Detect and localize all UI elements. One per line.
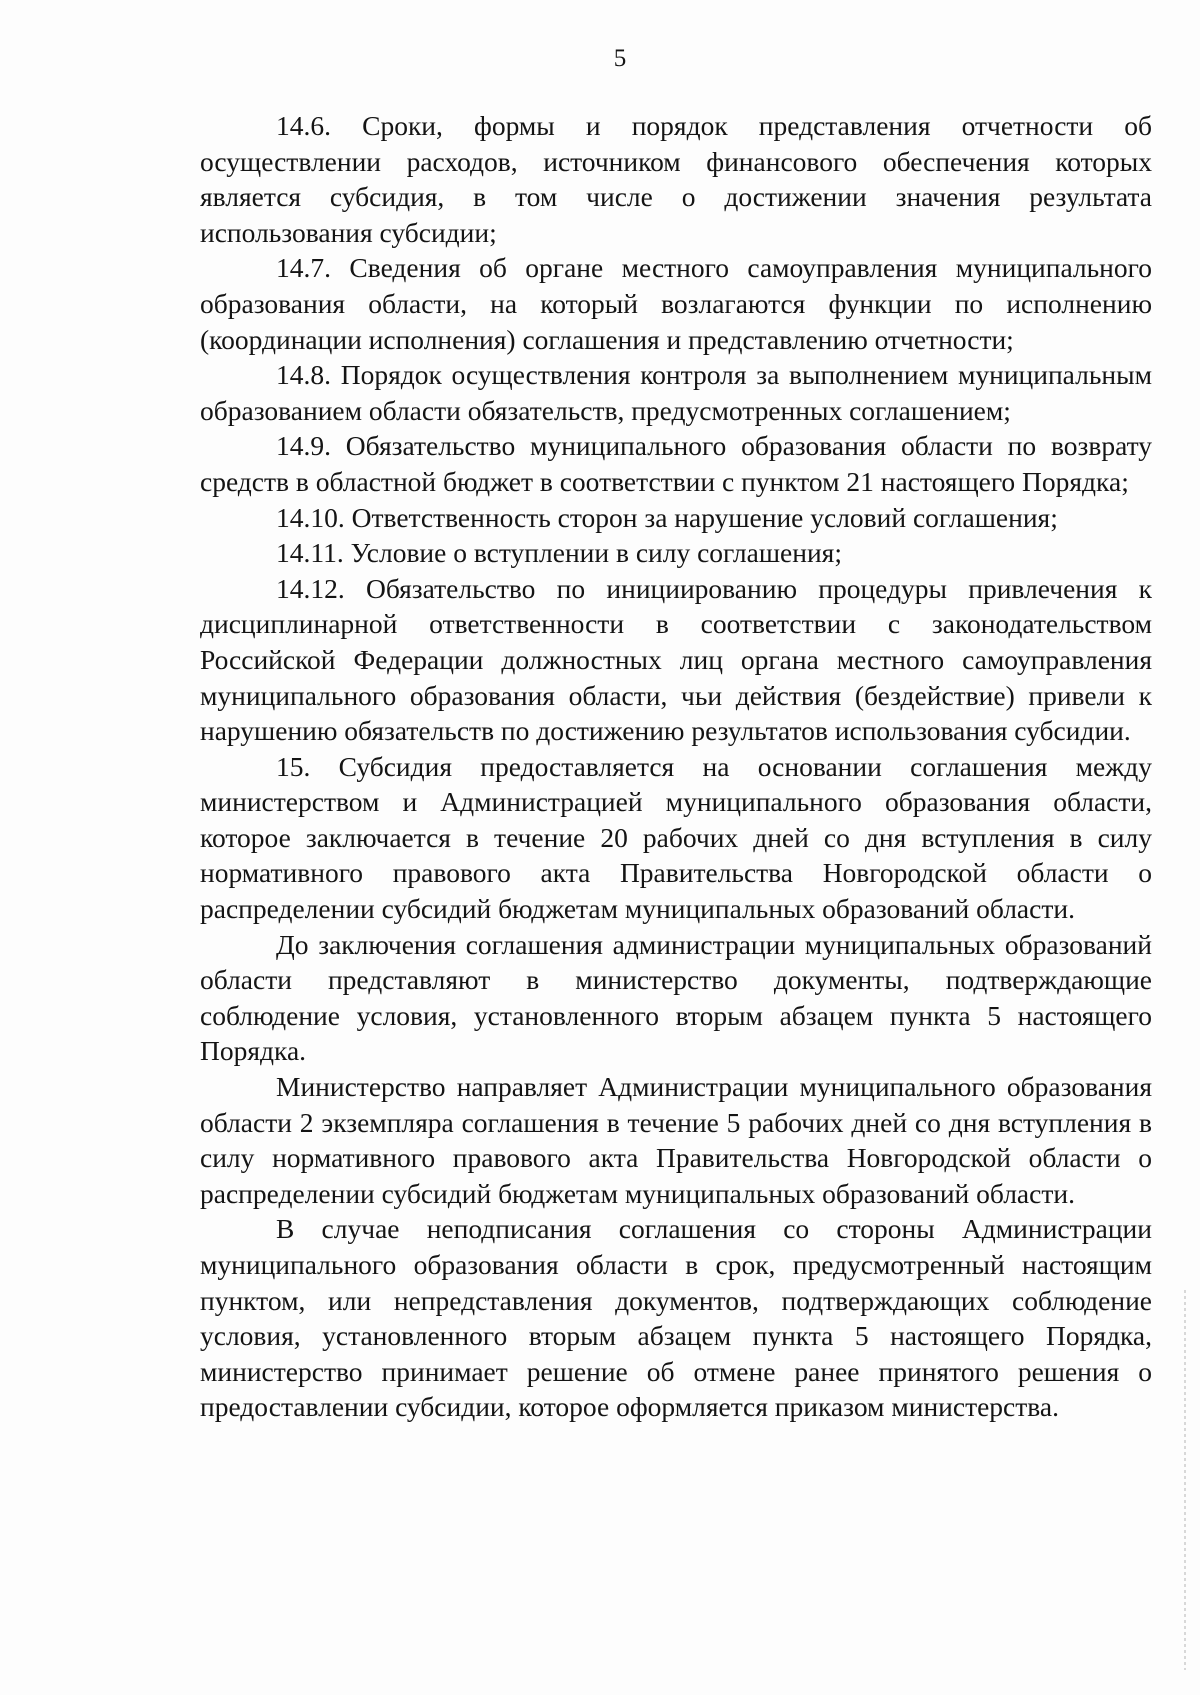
paragraph-14-6: 14.6. Сроки, формы и порядок представления отчетности об осуществлении расходов, источником финансового обеспечения которых является субсидия, в том числе о достижении значения результата использования субсидии; — [200, 110, 1152, 248]
paragraph-15-cancel: В случае неподписания соглашения со стороны Администрации муниципального образования области в срок, предусмотренный настоящим пунктом, или непредставления документов, подтверждающих соблюдение условия, установленного вторым абзацем пункта 5 настоящего Порядка, министерство принимает решение об отмене ранее принятого решения о предоставлении субсидии, которое оформляется приказом министерства. — [200, 1213, 1152, 1423]
paragraph-15: 15. Субсидия предоставляется на основании соглашения между министерством и Администрацией муниципального образования области, которое заключается в течение 20 рабочих дней со дня вступления в силу нормативного правового акта Правительства Новгородской области о распределении субсидий бюджетам муниципальных образований области. — [200, 750, 1152, 925]
paragraph-14-9: 14.9. Обязательство муниципального образования области по возврату средств в областной бюджет в соответствии с пунктом 21 настоящего Порядка; — [200, 430, 1152, 497]
scan-edge-artifact — [1184, 1290, 1186, 1670]
paragraph-14-7: 14.7. Сведения об органе местного самоуправления муниципального образования области, на который возлагаются функции по исполнению (координации исполнения) соглашения и представлению отчетности; — [200, 252, 1152, 355]
paragraph-14-11: 14.11. Условие о вступлении в силу соглашения; — [276, 537, 842, 569]
paragraph-14-12: 14.12. Обязательство по инициированию процедуры привлечения к дисциплинарной ответственности в соответствии с законодательством Российской Федерации должностных лиц органа местного самоуправления муниципального образования области, чьи действия (бездействие) привели к нарушению обязательств по достижению результатов использования субсидии. — [200, 572, 1152, 747]
document-body — [200, 108, 1152, 1425]
paragraph-14-10: 14.10. Ответственность сторон за нарушение условий соглашения; — [276, 501, 1058, 533]
paragraph-15-copies: Министерство направляет Администрации муниципального образования области 2 экземпляра соглашения в течение 5 рабочих дней со дня вступления в силу нормативного правового акта Правительства Новгородской области о распределении субсидий бюджетам муниципальных образований области. — [200, 1071, 1152, 1209]
page-number: 5 — [613, 45, 627, 72]
paragraph-14-8: 14.8. Порядок осуществления контроля за выполнением муниципальным образованием области обязательств, предусмотренных соглашением; — [200, 359, 1152, 426]
paragraph-15-docs: До заключения соглашения администрации муниципальных образований области представляют в министерство документы, подтверждающие соблюдение условия, установленного вторым абзацем пункта 5 настоящего Порядка. — [200, 928, 1152, 1067]
